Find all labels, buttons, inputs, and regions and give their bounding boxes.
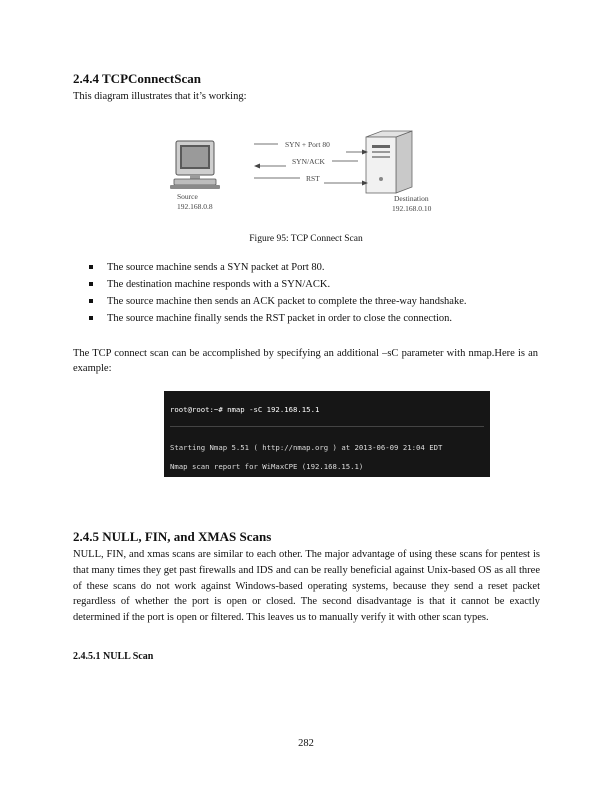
source-computer-icon <box>170 141 220 189</box>
terminal-line: Starting Nmap 5.51 ( http://nmap.org ) at 2013-06-09 21:04 EDT <box>170 442 443 452</box>
list-item: The source machine finally sends the RST packet in order to close the connection. <box>73 310 543 327</box>
terminal-line: Nmap scan report for WiMaxCPE (192.168.15.1) <box>170 462 364 472</box>
paragraph-connect-scan: The TCP connect scan can be accomplished by specifying an additional –sC parameter with nmap.Here is an example: <box>73 348 538 374</box>
list-item: The destination machine responds with a SYN/ACK. <box>73 276 543 293</box>
destination-label: Destination <box>394 194 429 203</box>
arrow-label-syn: SYN + Port 80 <box>285 140 330 149</box>
arrow-label-synack: SYN/ACK <box>292 157 325 166</box>
destination-server-icon <box>366 131 412 193</box>
list-item: The source machine sends a SYN packet at Port 80. <box>73 259 543 276</box>
subsection-heading-null-scan: 2.4.5.1 NULL Scan <box>73 651 154 662</box>
section-heading-tcp-connect: 2.4.4 TCPConnectScan <box>73 71 201 86</box>
tcp-connect-diagram <box>168 125 444 220</box>
section-intro: This diagram illustrates that it’s working: <box>73 91 247 102</box>
terminal-prompt-line: root@root:~# nmap -sC 192.168.15.1 <box>170 404 320 414</box>
destination-ip: 192.168.0.10 <box>392 204 432 213</box>
arrow-label-rst: RST <box>306 174 320 183</box>
list-item: The source machine then sends an ACK packet to complete the three-way handshake. <box>73 293 543 310</box>
source-label: Source <box>177 192 198 201</box>
figure-caption: Figure 95: TCP Connect Scan <box>249 234 363 244</box>
paragraph-null-fin-xmas: NULL, FIN, and xmas scans are similar to each other. The major advantage of using these scans for pentest is that many times they get past firewalls and IDS and can be really beneficial against Unix-based OS as all three of these scans do not work against Windows-based operating systems, because they send a reset packet regardless of whether the port is open or closed. The second disadvantage is that it cannot be exactly determined if the port is open or filtered. This leaves us to manually verify it with other scan types. <box>73 549 540 624</box>
section-heading-null-fin-xmas: 2.4.5 NULL, FIN, and XMAS Scans <box>73 529 272 544</box>
page-number: 282 <box>298 738 314 749</box>
bullet-list <box>73 259 543 327</box>
terminal-screenshot <box>164 391 490 477</box>
source-ip: 192.168.0.8 <box>177 202 213 211</box>
